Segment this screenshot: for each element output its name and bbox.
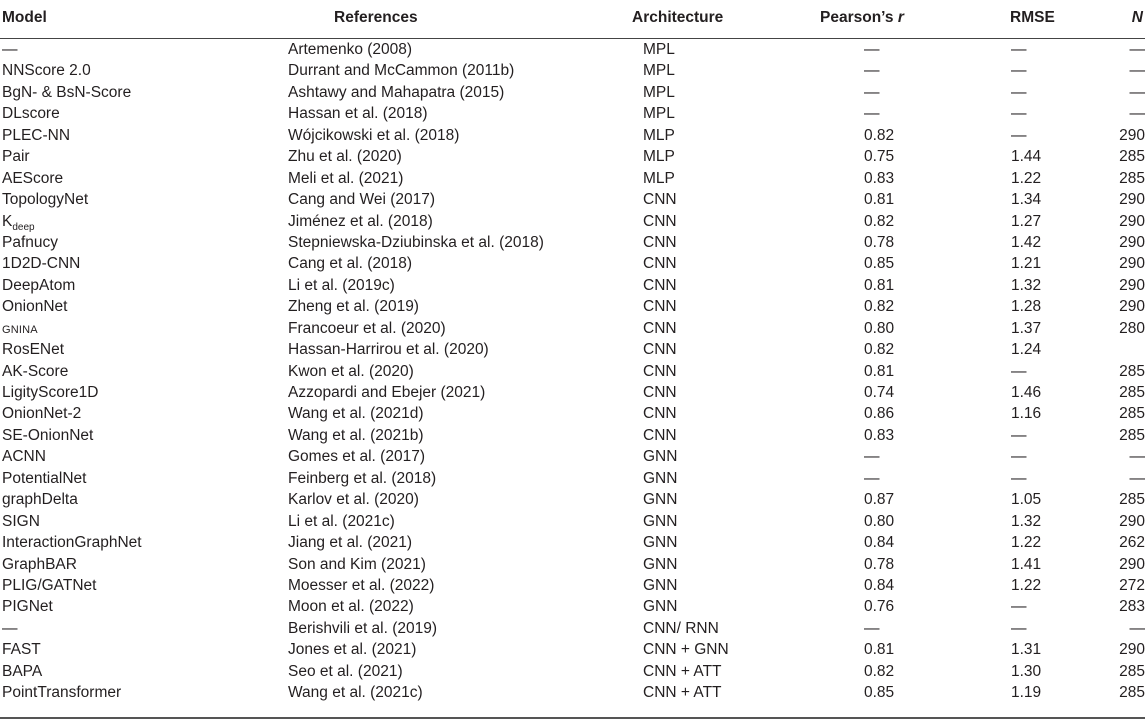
header-references: References [334,9,418,26]
cell-model [2,62,91,79]
cell-reference: Cang et al. (2018) [288,255,413,273]
cell-rmse: 1.28 [1011,298,1042,316]
cell-n: 290 [1119,512,1145,530]
model-name: DLscore [2,105,60,123]
cell-pearson: 0.74 [864,384,895,401]
cell-reference: Jiang et al. (2021) [288,534,413,552]
cell-n: 285 [1119,684,1145,702]
cell-architecture: CNN [643,362,677,380]
cell-pearson: 0.86 [864,405,895,423]
cell-model [2,577,96,594]
cell-architecture: MPL [643,83,675,101]
cell-architecture: GNN [643,448,678,466]
cell-n: 285 [1119,491,1145,509]
cell-rmse: 1.46 [1011,384,1042,401]
cell-rmse: 1.22 [1011,169,1042,187]
model-name: OnionNet [2,298,68,316]
table-row [0,554,1145,575]
cell-pearson: 0.82 [864,212,895,230]
model-name: GraphBAR [2,555,77,573]
cell-reference: Ashtawy and Mahapatra (2015) [288,83,505,101]
table-row [0,511,1145,532]
cell-reference: Son and Kim (2021) [288,555,426,573]
cell-reference: Berishvili et al. (2019) [288,619,438,637]
cell-n: — [1129,62,1145,80]
model-name: NNScore 2.0 [2,62,91,80]
cell-rmse: 1.21 [1011,255,1042,273]
header-pearson-label: Pearson’s [820,9,894,26]
cell-reference: Artemenko (2008) [288,41,413,58]
cell-pearson: 0.76 [864,598,895,616]
cell-architecture: CNN [643,298,677,316]
model-name: SE-OnionNet [2,426,94,444]
cell-pearson: 0.82 [864,298,895,316]
cell-rmse: 1.34 [1011,191,1042,209]
cell-model [2,556,77,573]
cell-architecture: CNN/ RNN [643,619,719,637]
cell-architecture: CNN [643,276,677,294]
cell-rmse: — [1011,598,1027,616]
model-name: — [2,619,18,637]
cell-architecture: GNN [643,576,678,594]
table-row [0,682,1145,703]
cell-pearson: 0.85 [864,255,895,273]
cell-architecture: MPL [643,62,675,80]
model-name: GNINA [2,323,38,336]
cell-reference: Feinberg et al. (2018) [288,469,437,487]
header-rmse: RMSE [1010,9,1055,26]
cell-n: 262 [1119,534,1145,552]
cell-reference: Cang and Wei (2017) [288,191,436,209]
cell-reference: Karlov et al. (2020) [288,491,419,509]
cell-architecture: CNN + GNN [643,641,729,659]
cell-reference: Francoeur et al. (2020) [288,319,446,337]
cell-model [2,620,18,637]
cell-pearson: — [864,62,880,80]
cell-pearson: 0.82 [864,341,895,359]
cell-rmse: 1.05 [1011,491,1042,509]
cell-pearson: 0.80 [864,512,895,530]
cell-reference: Wang et al. (2021b) [288,426,424,444]
cell-n: 290 [1119,276,1145,294]
cell-n: — [1129,469,1145,487]
cell-model [2,41,18,58]
table-row [0,532,1145,553]
header-n: N [1131,9,1143,26]
model-name: Pafnucy [2,233,59,251]
model-name: TopologyNet [2,191,89,209]
cell-rmse: — [1011,362,1027,380]
table-row [0,361,1145,382]
cell-pearson: 0.81 [864,276,895,294]
cell-rmse: 1.22 [1011,576,1042,594]
header-architecture: Architecture [632,9,724,26]
cell-model [2,363,68,380]
cell-reference: Hassan-Harrirou et al. (2020) [288,341,489,359]
cell-reference: Gomes et al. (2017) [288,448,425,466]
cell-model [2,427,93,444]
model-name: DeepAtom [2,276,76,294]
cell-architecture: CNN [643,233,677,251]
cell-model [2,148,30,165]
cell-pearson: — [864,619,880,637]
table-row [0,382,1145,403]
cell-pearson: — [864,83,880,101]
cell-reference: Wang et al. (2021c) [288,684,423,702]
cell-reference: Kwon et al. (2020) [288,362,414,380]
cell-reference: Durrant and McCammon (2011b) [288,62,515,80]
cell-rmse: — [1011,426,1027,444]
cell-model [2,684,121,701]
cell-rmse: — [1011,126,1027,144]
cell-reference: Wang et al. (2021d) [288,405,424,423]
model-name: BgN- & BsN-Score [2,83,132,101]
model-name: K [2,212,13,230]
model-name: AK-Score [2,362,69,380]
cell-rmse: 1.19 [1011,684,1042,702]
table-row [0,403,1145,424]
cell-n: 290 [1119,212,1145,230]
table-row [0,468,1145,489]
cell-model [2,127,70,144]
cell-reference: Seo et al. (2021) [288,662,403,680]
cell-pearson: 0.78 [864,233,895,251]
cell-n: 290 [1119,255,1145,273]
table-row [0,103,1145,124]
table-row [0,211,1145,232]
table-row [0,253,1145,274]
cell-n: 285 [1119,662,1145,680]
cell-n: 285 [1119,362,1145,380]
cell-rmse: — [1011,105,1027,123]
cell-reference: Li et al. (2021c) [288,512,395,530]
table-row [0,425,1145,446]
cell-n: 290 [1119,191,1145,209]
cell-reference: Jiménez et al. (2018) [288,212,433,230]
cell-pearson: 0.85 [864,684,895,702]
cell-architecture: CNN [643,426,677,444]
model-name: 1D2D-CNN [2,255,81,273]
cell-model [2,663,42,680]
cell-n: 290 [1119,641,1145,659]
cell-architecture: GNN [643,598,678,616]
cell-model [2,105,60,122]
cell-model [2,641,41,658]
cell-model [2,298,67,315]
model-name: LigityScore1D [2,384,99,401]
cell-pearson: 0.80 [864,319,895,337]
cell-reference: Zheng et al. (2019) [288,298,419,316]
cell-architecture: MLP [643,148,675,166]
cell-model [2,384,99,401]
cell-model [2,470,86,487]
cell-rmse: 1.37 [1011,319,1042,337]
cell-reference: Azzopardi and Ebejer (2021) [288,384,486,401]
cell-rmse: — [1011,62,1027,80]
cell-pearson: 0.83 [864,426,895,444]
cell-n: 290 [1119,233,1145,251]
cell-architecture: CNN + ATT [643,662,722,680]
cell-rmse: 1.42 [1011,233,1042,251]
cell-model [2,534,142,551]
model-name: PointTransformer [2,684,122,702]
cell-pearson: — [864,41,880,58]
table-row [0,296,1145,317]
cell-rmse: 1.44 [1011,148,1042,166]
cell-rmse: — [1011,619,1027,637]
cell-n: 285 [1119,169,1145,187]
cell-architecture: CNN [643,384,677,401]
cell-pearson: — [864,448,880,466]
model-name: PIGNet [2,598,53,616]
cell-architecture: GNN [643,491,678,509]
cell-n: 283 [1119,598,1145,616]
cell-reference: Li et al. (2019c) [288,276,395,294]
cell-pearson: 0.81 [864,191,895,209]
cell-pearson: 0.75 [864,148,895,166]
cell-architecture: MPL [643,105,675,123]
cell-architecture: CNN [643,405,677,423]
cell-n: 290 [1119,126,1145,144]
cell-reference: Zhu et al. (2020) [288,148,402,166]
cell-model [2,191,88,208]
cell-rmse: 1.22 [1011,534,1042,552]
cell-rmse: 1.32 [1011,512,1042,530]
table-row [0,639,1145,660]
cell-pearson: 0.82 [864,662,895,680]
table-row [0,275,1145,296]
model-name: FAST [2,641,41,659]
model-subscript: deep [12,221,35,233]
cell-rmse: 1.32 [1011,276,1042,294]
model-name: PLIG/GATNet [2,576,97,594]
table-row [0,189,1145,210]
cell-n: 285 [1119,405,1145,423]
table-row [0,596,1145,617]
table-header [0,0,1145,39]
cell-n: — [1129,41,1145,58]
table-row [0,618,1145,639]
cell-architecture: MLP [643,126,675,144]
cell-n: — [1129,448,1145,466]
cell-model [2,513,40,530]
table-row [0,82,1145,103]
table-row [0,489,1145,510]
cell-model [2,448,46,465]
cell-model [2,341,64,358]
cell-pearson: — [864,105,880,123]
cell-architecture: CNN [643,255,677,273]
cell-rmse: — [1011,83,1027,101]
cell-n: 272 [1119,576,1145,594]
cell-pearson: 0.87 [864,491,895,509]
cell-model [2,320,38,339]
model-name: PotentialNet [2,469,87,487]
model-name: OnionNet-2 [2,405,82,423]
cell-architecture: CNN [643,319,677,337]
header-pearson-r: r [897,9,904,26]
cell-architecture: GNN [643,555,678,573]
cell-n: 285 [1119,148,1145,166]
cell-reference: Moesser et al. (2022) [288,576,435,594]
cell-architecture: GNN [643,469,678,487]
cell-model [2,84,131,101]
cell-model [2,405,81,422]
cell-n: 290 [1119,298,1145,316]
cell-n: 290 [1119,555,1145,573]
table-body [0,39,1145,704]
cell-rmse: — [1011,448,1027,466]
table-row [0,446,1145,467]
model-name: RosENet [2,341,65,359]
cell-n: 285 [1119,384,1145,401]
cell-reference: Stepniewska-Dziubinska et al. (2018) [288,233,544,251]
cell-model [2,491,78,508]
cell-model [2,598,53,615]
cell-model [2,170,63,187]
model-name: — [2,41,18,58]
header-pearson [820,9,904,27]
cell-pearson: 0.84 [864,576,895,594]
cell-n: — [1129,83,1145,101]
model-name: AEScore [2,169,64,187]
cell-n: — [1129,105,1145,123]
model-name: graphDelta [2,491,78,509]
cell-n: 285 [1119,426,1145,444]
table-row [0,661,1145,682]
table-row [0,232,1145,253]
cell-architecture: CNN [643,212,677,230]
cell-reference: Meli et al. (2021) [288,169,404,187]
model-name: BAPA [2,662,43,680]
cell-rmse: 1.30 [1011,662,1042,680]
cell-rmse: 1.16 [1011,405,1042,423]
table-row [0,339,1145,360]
cell-architecture: CNN + ATT [643,684,722,702]
cell-rmse: — [1011,41,1027,58]
cell-model [2,277,75,294]
model-name: InteractionGraphNet [2,534,142,552]
table-row [0,318,1145,339]
cell-pearson: — [864,469,880,487]
cell-architecture: CNN [643,341,677,359]
table-row [0,168,1145,189]
cell-pearson: 0.78 [864,555,895,573]
bottom-rule [0,717,1145,719]
cell-pearson: 0.81 [864,641,895,659]
cell-pearson: 0.84 [864,534,895,552]
table-row [0,60,1145,81]
table-row [0,146,1145,167]
cell-model [2,255,80,272]
cell-architecture: MPL [643,41,675,58]
table-row [0,575,1145,596]
cell-n: 280 [1119,319,1145,337]
cell-reference: Hassan et al. (2018) [288,105,428,123]
cell-reference: Wójcikowski et al. (2018) [288,126,460,144]
model-name: Pair [2,148,30,166]
cell-rmse: 1.31 [1011,641,1042,659]
cell-model [2,234,58,251]
cell-rmse: 1.27 [1011,212,1042,230]
cell-architecture: GNN [643,534,678,552]
cell-architecture: CNN [643,191,677,209]
model-name: PLEC-NN [2,126,71,144]
cell-pearson: 0.82 [864,126,895,144]
cell-pearson: 0.83 [864,169,895,187]
table-row [0,39,1145,60]
model-name: ACNN [2,448,46,466]
cell-rmse: 1.41 [1011,555,1042,573]
cell-pearson: 0.81 [864,362,895,380]
cell-rmse: 1.24 [1011,341,1042,359]
cell-architecture: GNN [643,512,678,530]
cell-reference: Moon et al. (2022) [288,598,414,616]
header-model: Model [2,9,47,26]
model-name: SIGN [2,512,40,530]
cell-n: — [1129,619,1145,637]
cell-architecture: MLP [643,169,675,187]
cell-rmse: — [1011,469,1027,487]
cell-reference: Jones et al. (2021) [288,641,417,659]
table-row [0,125,1145,146]
